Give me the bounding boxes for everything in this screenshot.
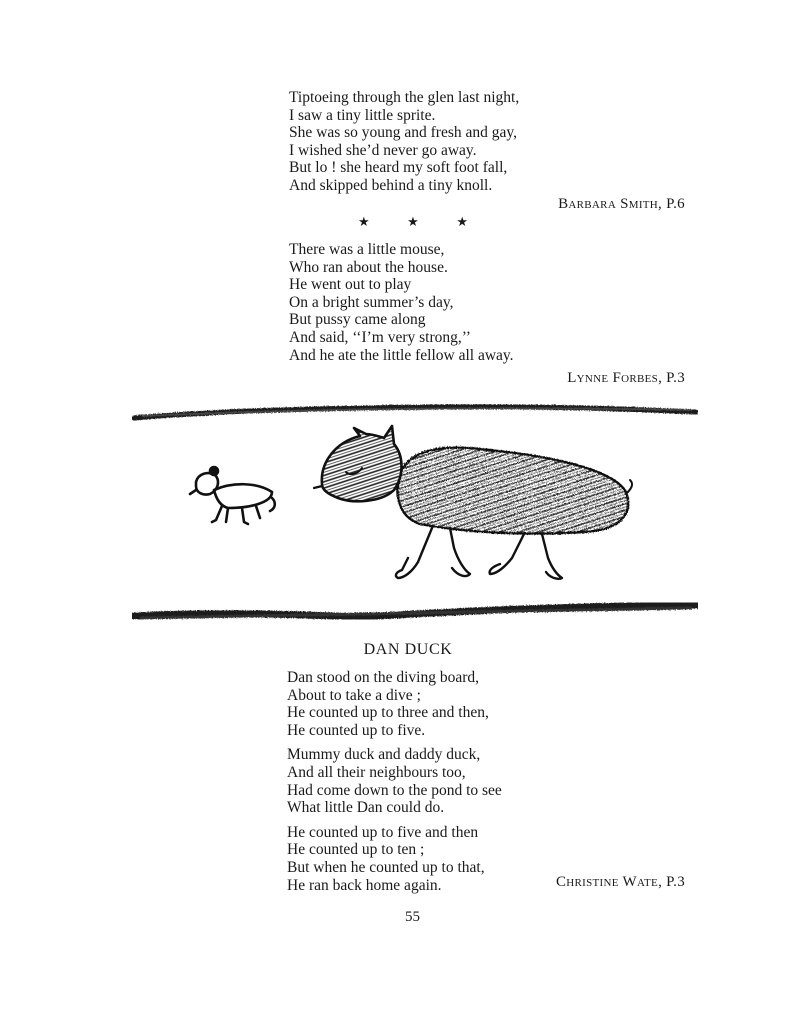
poem-line: I saw a tiny little sprite. [289,106,436,124]
star-separator [358,214,468,230]
poem-line: There was a little mouse, [289,241,445,258]
star-icon: ★ [407,214,419,229]
poem-title: DAN DUCK [363,641,453,658]
star-icon: ★ [456,214,468,229]
poem-line: But lo ! she heard my soft foot fall, [289,159,508,177]
poem-line: He ran back home again. [287,876,442,894]
poem-mouse [289,241,689,364]
author-credit-christine: Christine Wate, P.3 [555,874,685,890]
poem-line: About to take a dive ; [287,686,421,704]
poem-line: He went out to play [289,276,412,294]
stanza [287,746,687,816]
cat-icon [314,426,632,579]
author-credit-barbara: Barbara Smith, P.6 [558,196,685,212]
poem-line: She was so young and fresh and gay, [289,124,518,142]
poem-line: And all their neighbours too, [287,763,466,781]
poem-line: Mummy duck and daddy duck, [287,746,481,764]
poem-line: And said, ‘‘I’m very strong,’’ [289,328,471,346]
poem-line: Dan stood on the diving board, [287,669,480,686]
poem-line: He counted up to three and then, [287,704,489,722]
poem-line: He counted up to ten ; [287,841,425,859]
poem-line: He counted up to five and then [287,823,479,841]
stanza [287,669,687,739]
poem-line: But when he counted up to that, [287,858,485,876]
poem-line: Who ran about the house. [289,258,448,276]
poem-line: He counted up to five. [287,721,426,739]
star-icon: ★ [358,214,370,229]
poem-line: Had come down to the pond to see [287,781,502,799]
mouse-icon [190,467,275,524]
cat-and-mouse-drawing [132,398,698,628]
author-credit-lynne: Lynne Forbes, P.3 [567,370,685,386]
poem-line: And skipped behind a tiny knoll. [289,176,493,194]
poem-line: I wished she’d never go away. [289,141,477,159]
poem-line: On a bright summer’s day, [289,293,454,311]
poem-line: What little Dan could do. [287,799,445,817]
poem-line: But pussy came along [289,311,426,329]
poem-line: Tiptoeing through the glen last night, [289,89,520,106]
poem-sprite [289,89,689,195]
poem-line: And he ate the little fellow all away. [289,346,514,364]
poem-dan-duck [287,669,687,901]
page-number: 55 [405,909,420,925]
